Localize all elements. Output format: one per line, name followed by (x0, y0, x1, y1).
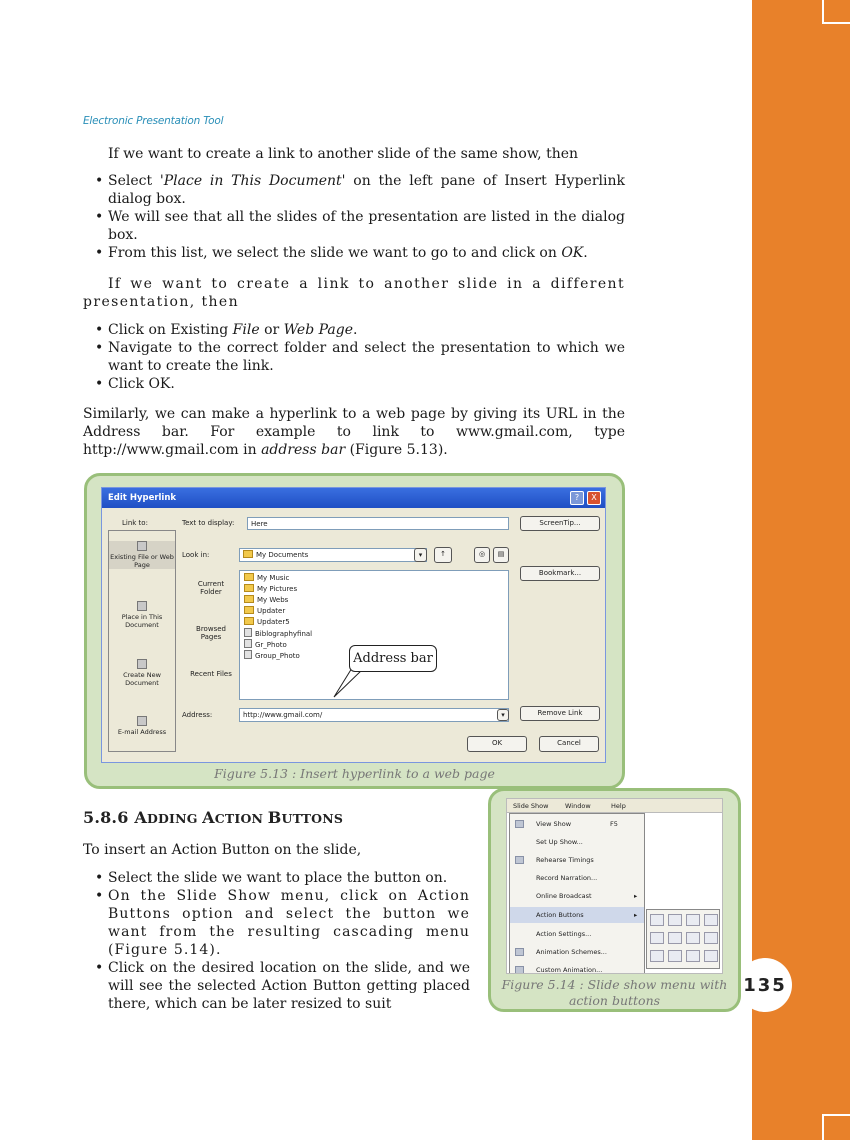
list-item: • Click on the desired location on the slide, and we will see the selected Action Button getting placed there, which can be later resized to suit (95, 959, 470, 1013)
list-item[interactable]: My Webs (244, 595, 288, 605)
address-bar-callout: Address bar (349, 645, 437, 672)
text-to-display-input[interactable]: Here (247, 517, 509, 530)
image-file-icon (244, 650, 252, 659)
document-icon (137, 601, 147, 611)
menu-item-view-show[interactable]: View Show F5 (510, 816, 644, 832)
menu-item-online-broadcast[interactable]: Online Broadcast ▸ (536, 892, 638, 900)
pane-place-in-document[interactable]: Place in This Document (109, 601, 175, 629)
callout-pointer (330, 668, 370, 700)
screentip-button[interactable]: ScreenTip... (520, 516, 600, 531)
list-different-presentation (95, 321, 625, 393)
menu-bar (507, 799, 722, 813)
menu-item-rehearse-timings[interactable]: Rehearse Timings (510, 852, 644, 868)
folder-icon (244, 573, 254, 581)
new-document-icon (137, 659, 147, 669)
close-icon[interactable]: X (587, 491, 601, 505)
list-same-show (95, 172, 625, 262)
pane-create-new-document[interactable]: Create New Document (109, 659, 175, 687)
nav-current-folder[interactable]: Current Folder (197, 580, 225, 596)
remove-link-button[interactable]: Remove Link (520, 706, 600, 721)
chevron-down-icon[interactable]: ▾ (497, 709, 509, 721)
action-button-icon[interactable] (668, 932, 682, 944)
list-item[interactable]: Gr_Photo (244, 639, 287, 650)
list-item[interactable]: Updater5 (244, 617, 290, 627)
dialog-title: Edit Hyperlink (102, 488, 605, 508)
menu-item-custom-animation[interactable]: Custom Animation... (510, 962, 644, 974)
menu-item-action-settings[interactable]: Action Settings... (536, 930, 592, 938)
browse-file-icon[interactable]: ▤ (493, 547, 509, 563)
list-item[interactable]: Group_Photo (244, 650, 300, 661)
figure-5-13-caption: Figure 5.13 : Insert hyperlink to a web page (214, 766, 495, 781)
list-item: • We will see that all the slides of the presentation are listed in the dialog box. (95, 208, 625, 244)
page-number: 135 (738, 958, 792, 1012)
folder-icon (244, 606, 254, 614)
running-head: Electronic Presentation Tool (83, 115, 224, 127)
pane-email-address[interactable]: E-mail Address (109, 716, 175, 736)
list-item[interactable]: My Music (244, 573, 289, 583)
crop-mark-top (822, 0, 850, 24)
list-item: • Click OK. (95, 375, 625, 393)
menu-item-set-up-show[interactable]: Set Up Show... (536, 838, 583, 846)
list-item[interactable]: My Pictures (244, 584, 297, 594)
bookmark-button[interactable]: Bookmark... (520, 566, 600, 581)
folder-icon (244, 584, 254, 592)
file-list (239, 570, 509, 700)
paragraph-different-presentation: If we want to create a link to another slide in a different presentation, then (83, 276, 625, 310)
menu-item-record-narration[interactable]: Record Narration... (536, 874, 598, 882)
paragraph-same-show: If we want to create a link to another slide of the same show, then (108, 146, 579, 162)
nav-browsed-pages[interactable]: Browsed Pages (196, 625, 226, 641)
timer-icon (515, 856, 524, 864)
action-buttons-submenu (646, 909, 720, 969)
globe-file-icon (137, 541, 147, 551)
list-item: • Click on Existing File or Web Page. (95, 321, 625, 339)
link-to-label: Link to: (122, 519, 148, 527)
image-file-icon (244, 639, 252, 648)
folder-icon (243, 550, 253, 558)
list-item: • On the Slide Show menu, click on Action Buttons option and select the button we want from the resulting cascading menu (Figure 5.14). (95, 887, 470, 959)
chevron-down-icon[interactable]: ▾ (414, 548, 427, 562)
menu-item-animation-schemes[interactable]: Animation Schemes... (510, 944, 644, 960)
list-action-buttons (95, 869, 470, 1013)
list-item: • From this list, we select the slide we want to go to and click on OK. (95, 244, 625, 262)
animation-icon (515, 948, 524, 956)
menu-help[interactable]: Help (611, 802, 626, 810)
action-button-icon[interactable] (686, 950, 700, 962)
list-item: • Select the slide we want to place the button on. (95, 869, 470, 887)
nav-recent-files[interactable]: Recent Files (190, 670, 232, 678)
menu-slide-show[interactable]: Slide Show (513, 802, 549, 810)
look-in-label: Look in: (182, 551, 210, 559)
address-input[interactable]: http://www.gmail.com/ (239, 708, 509, 722)
file-icon (244, 628, 252, 637)
menu-item-action-buttons[interactable]: Action Buttons ▸ (510, 907, 644, 923)
action-button-icon[interactable] (704, 914, 718, 926)
pane-existing-file[interactable]: Existing File or Web Page (109, 541, 175, 569)
folder-icon (244, 595, 254, 603)
paragraph-action-button-intro: To insert an Action Button on the slide, (83, 842, 362, 858)
edit-hyperlink-dialog (101, 487, 606, 763)
action-button-icon[interactable] (704, 932, 718, 944)
browse-web-icon[interactable]: ◎ (474, 547, 490, 563)
menu-window[interactable]: Window (565, 802, 591, 810)
text-to-display-label: Text to display: (182, 519, 235, 527)
action-button-icon[interactable] (686, 932, 700, 944)
section-heading: 5.8.6 ADDING ACTION BUTTONS (83, 808, 344, 827)
look-in-select[interactable]: My Documents (239, 548, 427, 562)
figure-5-14-caption: Figure 5.14 : Slide show menu with action buttons (501, 977, 728, 1008)
projector-icon (515, 820, 524, 828)
action-button-icon[interactable] (668, 914, 682, 926)
email-icon (137, 716, 147, 726)
action-button-icon[interactable] (668, 950, 682, 962)
action-button-icon[interactable] (650, 932, 664, 944)
paragraph-web-hyperlink: Similarly, we can make a hyperlink to a web page by giving its URL in the Address bar. For example to link to www.gmail.com, type http://www.gmail.com in address bar (Figure 5.13). (83, 406, 625, 458)
address-label: Address: (182, 711, 213, 719)
list-item[interactable]: Biblographyfinal (244, 628, 312, 639)
up-folder-icon[interactable]: ↑ (434, 547, 452, 563)
custom-animation-icon (515, 966, 524, 974)
list-item: • Navigate to the correct folder and select the presentation to which we want to create the link. (95, 339, 625, 375)
ok-button[interactable]: OK (467, 736, 527, 752)
list-item[interactable]: Updater (244, 606, 285, 616)
action-button-icon[interactable] (704, 950, 718, 962)
crop-mark-bottom (822, 1114, 850, 1140)
list-item: • Select 'Place in This Document' on the left pane of Insert Hyperlink dialog box. (95, 172, 625, 208)
action-button-icon[interactable] (686, 914, 700, 926)
help-icon[interactable]: ? (570, 491, 584, 505)
slide-show-menu-screenshot (506, 798, 723, 974)
link-to-pane (108, 530, 176, 752)
action-button-icon[interactable] (650, 950, 664, 962)
cancel-button[interactable]: Cancel (539, 736, 599, 752)
action-button-icon[interactable] (650, 914, 664, 926)
folder-icon (244, 617, 254, 625)
slide-show-dropdown (509, 813, 645, 974)
